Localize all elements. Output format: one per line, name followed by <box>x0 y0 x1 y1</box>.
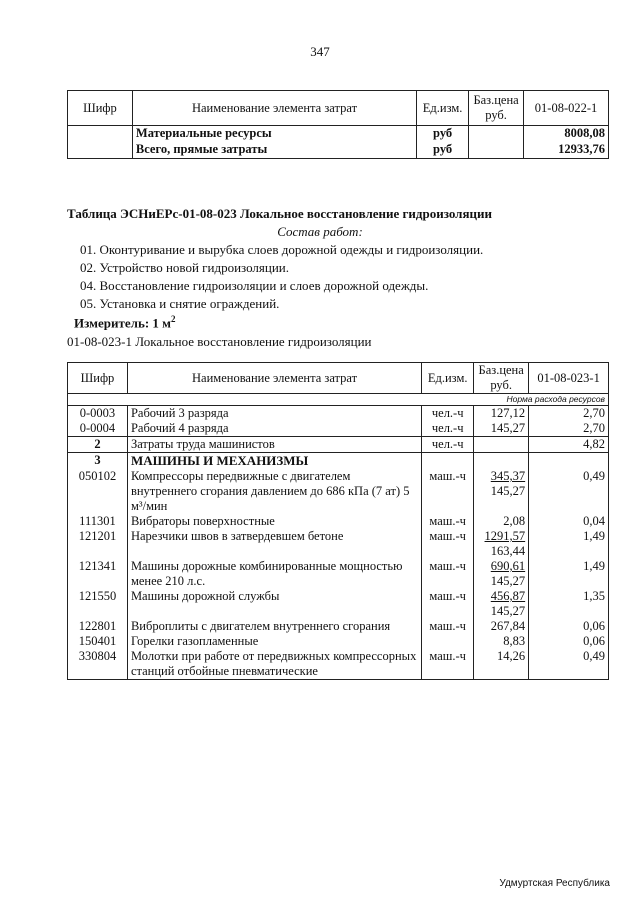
header-norm-code: 01-08-023-1 <box>529 363 609 394</box>
row-code: 111301 <box>68 514 128 529</box>
row-name: Виброплиты с двигателем внутреннего сгорания <box>127 619 421 634</box>
row-unit: руб <box>417 142 469 159</box>
header-unit: Ед.изм. <box>422 363 474 394</box>
section-title: МАШИНЫ И МЕХАНИЗМЫ <box>127 453 421 470</box>
header-price: Баз.цена руб. <box>474 363 529 394</box>
row-price <box>474 559 529 589</box>
table-row <box>68 529 609 559</box>
row-norm: 2,70 <box>529 406 609 422</box>
row-unit: чел.-ч <box>422 421 474 437</box>
row-price <box>474 619 529 634</box>
table-row <box>68 589 609 619</box>
row-price <box>474 469 529 514</box>
price-value: 345,37 <box>490 469 526 483</box>
row-norm: 1,49 <box>529 559 609 589</box>
price-value: 267,84 <box>490 619 526 633</box>
row-norm: 0,04 <box>529 514 609 529</box>
table-row <box>68 649 609 680</box>
row-name: Рабочий 3 разряда <box>127 406 421 422</box>
page-number: 347 <box>310 44 330 59</box>
row-code: 330804 <box>68 649 128 680</box>
row-norm: 0,49 <box>529 649 609 680</box>
price-salary-value: 145,27 <box>490 574 526 588</box>
row-price: 127,12 <box>474 406 529 422</box>
price-value: 1291,57 <box>484 529 526 543</box>
norm-label-row <box>68 394 609 406</box>
row-unit: чел.-ч <box>422 406 474 422</box>
price-value: 690,61 <box>490 559 526 573</box>
row-code: 0-0004 <box>68 421 128 437</box>
header-price: Баз.цена руб. <box>469 91 524 126</box>
table-row <box>68 469 609 514</box>
row-name: Машины дорожной службы <box>127 589 421 619</box>
row-unit: маш.-ч <box>422 469 474 514</box>
row-price: 145,27 <box>474 421 529 437</box>
price-value: 2,08 <box>503 514 526 528</box>
table-row <box>68 559 609 589</box>
row-unit: маш.-ч <box>422 559 474 589</box>
row-norm: 0,06 <box>529 634 609 649</box>
row-norm: 1,49 <box>529 529 609 559</box>
row-unit: маш.-ч <box>422 589 474 619</box>
row-name: Нарезчики швов в затвердевшем бетоне <box>127 529 421 559</box>
row-price <box>474 514 529 529</box>
row-price <box>474 589 529 619</box>
work-item: 04. Восстановление гидроизоляции и слоев дорожной одежды. <box>80 278 429 293</box>
row-name: Материальные ресурсы <box>132 126 416 143</box>
row-code: 050102 <box>68 469 128 514</box>
table-header-row <box>68 363 609 394</box>
row-price <box>474 529 529 559</box>
row-unit: маш.-ч <box>422 514 474 529</box>
row-norm: 1,35 <box>529 589 609 619</box>
rate-code-line: 01-08-023-1 Локальное восстановление гидроизоляции <box>67 334 372 349</box>
measure-unit: Измеритель: 1 $м^2$ <box>74 314 176 331</box>
row-unit: чел.-ч <box>422 437 474 453</box>
row-value: 8008,08 <box>524 126 609 143</box>
section-code: 3 <box>68 453 128 470</box>
table-row <box>68 634 609 649</box>
table-row <box>68 421 609 437</box>
header-norm-code: 01-08-022-1 <box>524 91 609 126</box>
norm-label: Норма расхода ресурсов <box>68 394 609 406</box>
header-code: Шифр <box>68 363 128 394</box>
row-norm: 0,06 <box>529 619 609 634</box>
row-norm: 0,49 <box>529 469 609 514</box>
row-unit: маш.-ч <box>422 649 474 680</box>
section-row <box>68 453 609 470</box>
works-title: Состав работ: <box>277 224 363 239</box>
resource-norms-table <box>67 362 609 680</box>
row-name: Молотки при работе от передвижных компрессорных станций отбойные пневматические <box>127 649 421 680</box>
machine-rows <box>68 469 609 680</box>
table-row <box>68 126 609 143</box>
price-salary-value: 163,44 <box>490 544 526 558</box>
price-value: 14,26 <box>497 649 526 663</box>
row-name: Рабочий 4 разряда <box>127 421 421 437</box>
row-code: 150401 <box>68 634 128 649</box>
price-salary-value: 145,27 <box>490 604 526 618</box>
row-name: Компрессоры передвижные с двигателем внутреннего сгорания давлением до 686 кПа (7 ат) 5 м³/мин <box>127 469 421 514</box>
row-name: Машины дорожные комбинированные мощностью менее 210 л.с. <box>127 559 421 589</box>
row-code: 122801 <box>68 619 128 634</box>
row-name: Вибраторы поверхностные <box>127 514 421 529</box>
price-salary-value: 145,27 <box>490 484 526 498</box>
row-code: 2 <box>68 437 128 453</box>
row-unit <box>422 634 474 649</box>
price-value: 456,87 <box>490 589 526 603</box>
price-value: 8,83 <box>503 634 526 648</box>
row-unit: руб <box>417 126 469 143</box>
row-norm: 2,70 <box>529 421 609 437</box>
row-unit: маш.-ч <box>422 529 474 559</box>
table-row <box>68 406 609 422</box>
table-row <box>68 437 609 453</box>
table-row <box>68 514 609 529</box>
table-header-row <box>68 91 609 126</box>
work-item: 05. Установка и снятие ограждений. <box>80 296 280 311</box>
row-name: Горелки газопламенные <box>127 634 421 649</box>
header-code: Шифр <box>68 91 133 126</box>
work-item: 01. Оконтуривание и вырубка слоев дорожной одежды и гидроизоляции. <box>80 242 484 257</box>
row-value: 12933,76 <box>524 142 609 159</box>
header-name: Наименование элемента затрат <box>127 363 421 394</box>
table-title: Таблица ЭСНиЕРс-01-08-023 Локальное восстановление гидроизоляции <box>67 206 492 221</box>
row-name: Затраты труда машинистов <box>127 437 421 453</box>
row-unit: маш.-ч <box>422 619 474 634</box>
work-item: 02. Устройство новой гидроизоляции. <box>80 260 290 275</box>
row-norm: 4,82 <box>529 437 609 453</box>
top-cost-table <box>67 90 609 159</box>
row-price <box>474 634 529 649</box>
row-code: 0-0003 <box>68 406 128 422</box>
row-code: 121201 <box>68 529 128 559</box>
table-row <box>68 619 609 634</box>
table-row <box>68 142 609 159</box>
row-code: 121550 <box>68 589 128 619</box>
row-name: Всего, прямые затраты <box>132 142 416 159</box>
header-name: Наименование элемента затрат <box>132 91 416 126</box>
footer-region: Удмуртская Республика <box>499 878 610 889</box>
header-unit: Ед.изм. <box>417 91 469 126</box>
row-price <box>474 649 529 680</box>
row-code: 121341 <box>68 559 128 589</box>
